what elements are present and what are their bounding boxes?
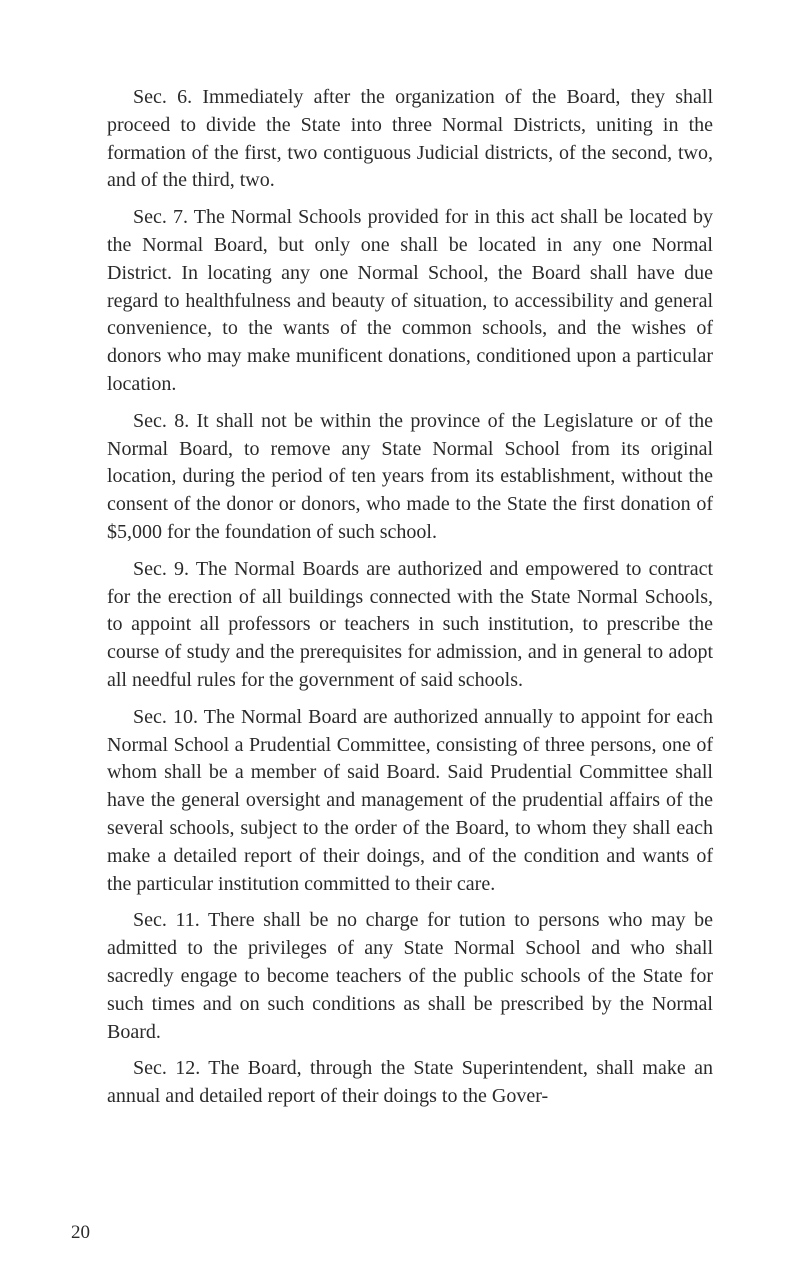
section-6-paragraph: Sec. 6. Immediately after the organization of the Board, they shall proceed to divide the State into three Normal Districts, uniting in the formation of the first, two contiguous Judicial districts, of the second, two, and of the third, two. — [107, 86, 713, 192]
section-9-paragraph: Sec. 9. The Normal Boards are authorized and empowered to contract for the erection of all buildings connected with the State Normal Schools, to appoint all professors or teachers in such institution, to prescribe the course of study and the prerequisites for admission, and in general to adopt all needful rules for the government of said schools. — [107, 557, 713, 691]
page-number: 20 — [71, 1222, 90, 1243]
section-10-paragraph: Sec. 10. The Normal Board are authorized annually to appoint for each Normal School a Prudential Committee, consisting of three persons, one of whom shall be a member of said Board. Said Prudential Committee shall have the general oversight and management of the prudential affairs of the several schools, subject to the order of the Board, to whom they shall each make a detailed report of their doings, and of the condition and wants of the particular institution committed to their care. — [107, 705, 713, 895]
section-8-paragraph: Sec. 8. It shall not be within the province of the Legislature or of the Normal Board, to remove any State Normal School from its original location, during the period of ten years from its establishment, without the consent of the donor or donors, who made to the State the first donation of $5,000 for the foundation of such school. — [107, 409, 713, 543]
body-text — [107, 84, 713, 1111]
section-12-paragraph: Sec. 12. The Board, through the State Superintendent, shall make an annual and detailed report of their doings to the Gover- — [107, 1057, 713, 1108]
section-7-paragraph: Sec. 7. The Normal Schools provided for in this act shall be located by the Normal Board, but only one shall be located in any one Normal District. In locating any one Normal School, the Board shall have due regard to healthfulness and beauty of situation, to accessibility and general convenience, to the wants of the common schools, and the wishes of donors who may make munificent donations, conditioned upon a particular location. — [107, 206, 713, 395]
section-11-paragraph: Sec. 11. There shall be no charge for tution to persons who may be admitted to the privileges of any State Normal School and who shall sacredly engage to become teachers of the public schools of the State for such times and on such conditions as shall be prescribed by the Normal Board. — [107, 909, 713, 1043]
